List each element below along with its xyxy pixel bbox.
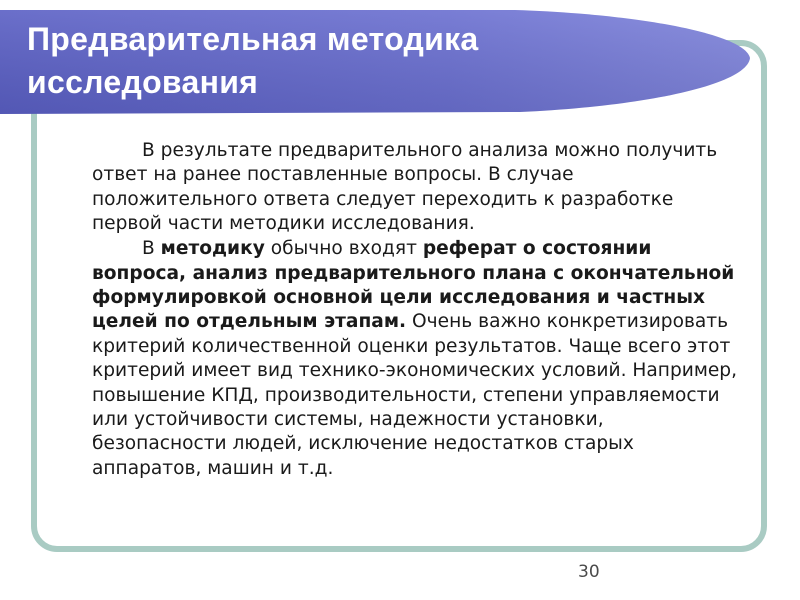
paragraph-2-text-1: В: [142, 238, 161, 260]
paragraph-2: [92, 237, 737, 481]
title-band: [0, 0, 800, 120]
slide-title-line-2: исследования: [27, 64, 259, 100]
slide-title: [27, 18, 479, 104]
paragraph-2-text-3: Очень важно конкретизировать критерий количественной оценки результатов. Чаще всего этот критерий имеет вид технико-экономических условий. Например, повышение КПД, производительности, степени управляемости или устойчивости системы, надежности установки, безопасности людей, исключение недостатков старых аппаратов, машин и т.д.: [92, 311, 738, 479]
paragraph-1: В результате предварительного анализа можно получить ответ на ранее поставленные вопросы. В случае положительного ответа следует переходить к разработке первой части методики исследования.: [92, 140, 718, 235]
slide-title-line-1: Предварительная методика: [27, 21, 479, 57]
page-number: 30: [578, 562, 600, 582]
paragraph-2-text-2: обычно входят: [264, 238, 423, 260]
paragraph-2-bold-1: методику: [160, 238, 265, 260]
slide-body: [92, 139, 737, 481]
paragraph-2-bold-2: реферат о состоянии вопроса, анализ предварительного плана с окончательной формулировкой основной цели исследования и частных целей по отдельным этапам.: [92, 238, 735, 333]
